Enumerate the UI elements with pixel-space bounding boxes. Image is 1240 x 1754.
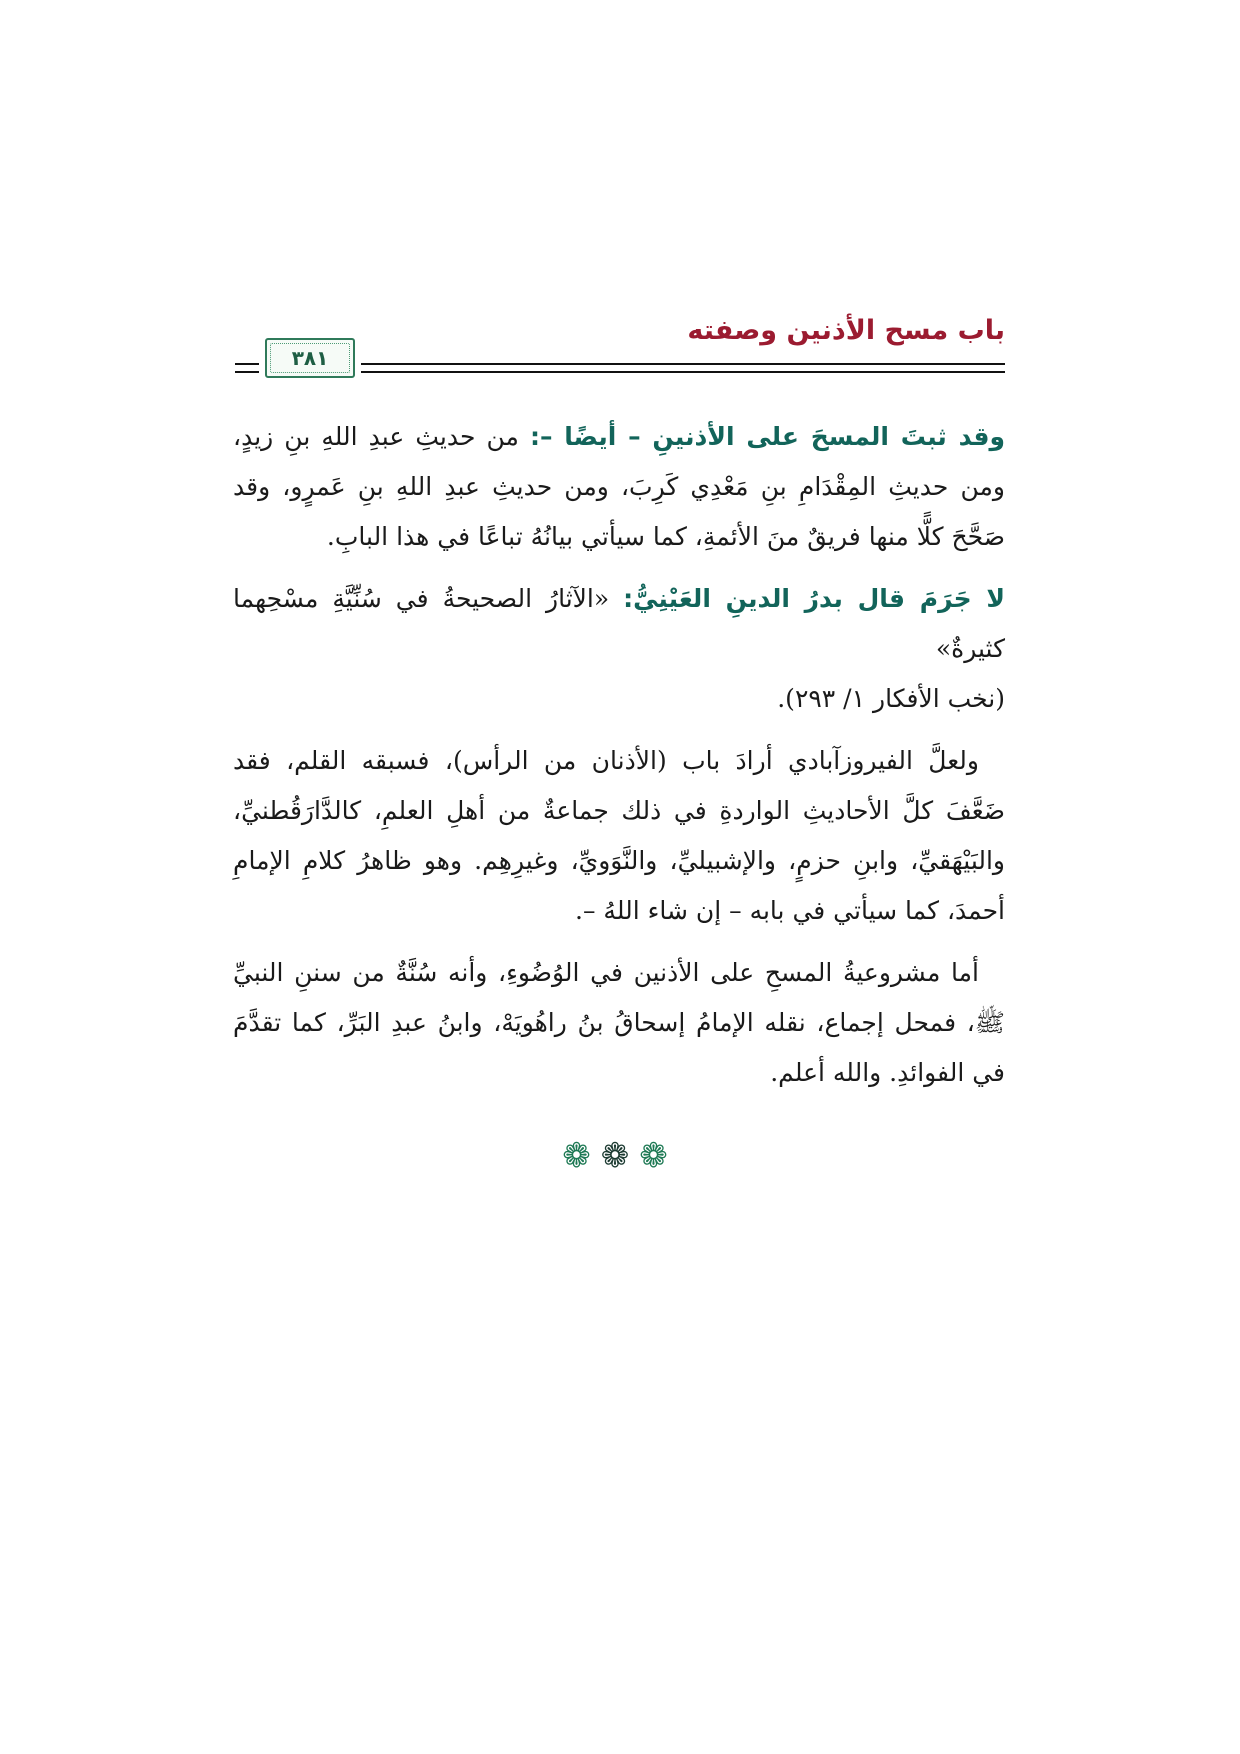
- paragraph-3: [233, 736, 1005, 936]
- paragraph-4-text: أما مشروعيةُ المسحِ على الأذنين في الوُضُوءِ، وأنه سُنَّةٌ من سننِ النبيِّ ﷺ، فمحل إجماع، نقله الإمامُ إسحاقُ بنُ راهُويَهْ، وابنُ عبدِ البَرِّ، كما تقدَّمَ في الفوائدِ. والله أعلم.: [233, 958, 1005, 1087]
- paragraph-3-text: ولعلَّ الفيروزآبادي أرادَ باب (الأذنان من الرأس)، فسبقه القلم، فقد ضَعَّفَ كلَّ الأحاديثِ الواردةِ في ذلك جماعةٌ من أهلِ العلمِ، كالدَّارَقُطنيِّ، والبَيْهَقيِّ، وابنِ حزمٍ، والإشبيليِّ، والنَّوَويِّ، وغيرِهِم. وهو ظاهرُ كلامِ الإمامِ أحمدَ، كما سيأتي في بابه – إن شاء اللهُ –.: [233, 746, 1005, 925]
- page-number: ٣٨١: [291, 346, 329, 370]
- paragraph-1: [233, 412, 1005, 562]
- header-rule-top-right: [361, 363, 1005, 365]
- paragraph-1-text: من حديثِ عبدِ اللهِ بنِ زيدٍ، ومن حديثِ المِقْدَامِ بنِ مَعْدِي كَرِبَ، ومن حديثِ عبدِ اللهِ بنِ عَمرٍو، وقد صَحَّحَ كلًّا منها فريقٌ منَ الأئمةِ، كما سيأتي بيانُهُ تباعًا في هذا البابِ.: [233, 422, 1005, 551]
- paragraph-4: [233, 948, 1005, 1098]
- header-rule-top-left: [235, 363, 259, 365]
- paragraph-2: [233, 574, 1005, 724]
- paragraph-2-quote: «الآثارُ الصحيحةُ في سُنِّيَّةِ مسْحِهما كثيرةٌ»: [233, 584, 1005, 663]
- star-flower-icon: ❁: [639, 1136, 678, 1176]
- page-number-badge: [265, 338, 355, 378]
- paragraph-2-lead: لا جَرَمَ قال بدرُ الدينِ العَيْنِيُّ:: [623, 584, 1005, 613]
- header-rule-bottom-right: [361, 371, 1005, 373]
- star-flower-icon: ❁: [562, 1136, 601, 1176]
- paragraph-2-source: (نخب الأفكار ١/ ٢٩٣).: [777, 684, 1005, 713]
- star-flower-icon: ❁: [600, 1136, 640, 1176]
- page-header: [235, 315, 1005, 385]
- header-rule-bottom-left: [235, 371, 259, 373]
- paragraph-1-lead: وقد ثبتَ المسحَ على الأذنينِ – أيضًا –:: [529, 422, 1005, 451]
- page-content: [233, 412, 1005, 1110]
- chapter-title: باب مسح الأذنين وصفته: [687, 315, 1005, 346]
- section-end-ornament: [0, 1136, 1240, 1176]
